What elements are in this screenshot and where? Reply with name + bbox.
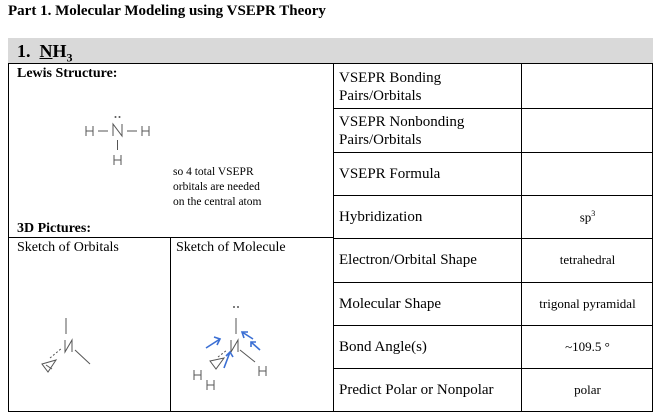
row-polarity-label: Predict Polar or Nonpolar: [339, 382, 494, 398]
sketch-divider: [170, 237, 171, 412]
row-line-3: [333, 195, 653, 196]
row-formula-label: VSEPR Formula: [339, 166, 441, 182]
h-right: [142, 126, 149, 136]
lewis-structure-label: Lewis Structure:: [17, 66, 118, 81]
row-line-4: [333, 238, 653, 239]
pictures-label: 3D Pictures:: [17, 221, 91, 236]
sketch-molecule-label: Sketch of Molecule: [176, 240, 286, 255]
lewis-note: so 4 total VSEPR orbitals are needed on the central atom: [173, 166, 262, 208]
n-atom: [231, 340, 238, 352]
row-line-2: [333, 152, 653, 153]
row-hybridization-value: $sp^3$: [579, 209, 596, 225]
sketch-orbitals-label: Sketch of Orbitals: [17, 240, 119, 255]
lewis-structure-drawing: [80, 108, 170, 178]
h-bottom: [114, 155, 121, 165]
row-molecular-shape-value: trigonal pyramidal: [539, 296, 636, 311]
row-line-7: [333, 368, 653, 369]
section-header: [8, 38, 653, 64]
formula-h: H: [52, 41, 67, 61]
row-line-5: [333, 282, 653, 283]
molecule-sketch: [180, 290, 290, 400]
row-bonding-label: VSEPR Bonding Pairs/Orbitals: [339, 70, 442, 104]
section-heading: 1. $NH_3$: [17, 41, 73, 65]
formula-subscript: 3: [66, 50, 73, 65]
row-electron-shape-label: Electron/Orbital Shape: [339, 252, 477, 268]
row-line-6: [333, 325, 653, 326]
row-line-1: [333, 108, 653, 109]
row-bond-angle-value: ~109.5 °: [565, 339, 610, 354]
row-polarity-value: polar: [574, 382, 601, 397]
n-center: [113, 124, 122, 136]
page-title: Part 1. Molecular Modeling using VSEPR Theory: [8, 3, 326, 19]
row-bond-angle-label: Bond Angle(s): [339, 339, 427, 355]
orbitals-sketch: [20, 290, 130, 400]
row-nonbonding-label: VSEPR Nonbonding Pairs/Orbitals: [339, 114, 465, 148]
n-atom: [65, 340, 72, 352]
h-left: [86, 126, 93, 136]
row-electron-shape-value: tetrahedral: [559, 252, 616, 267]
formula-n: N: [39, 41, 53, 61]
row-molecular-shape-label: Molecular Shape: [339, 296, 442, 312]
lone-pair-arrows: [206, 332, 260, 368]
row-hybridization-label: Hybridization: [339, 209, 423, 225]
